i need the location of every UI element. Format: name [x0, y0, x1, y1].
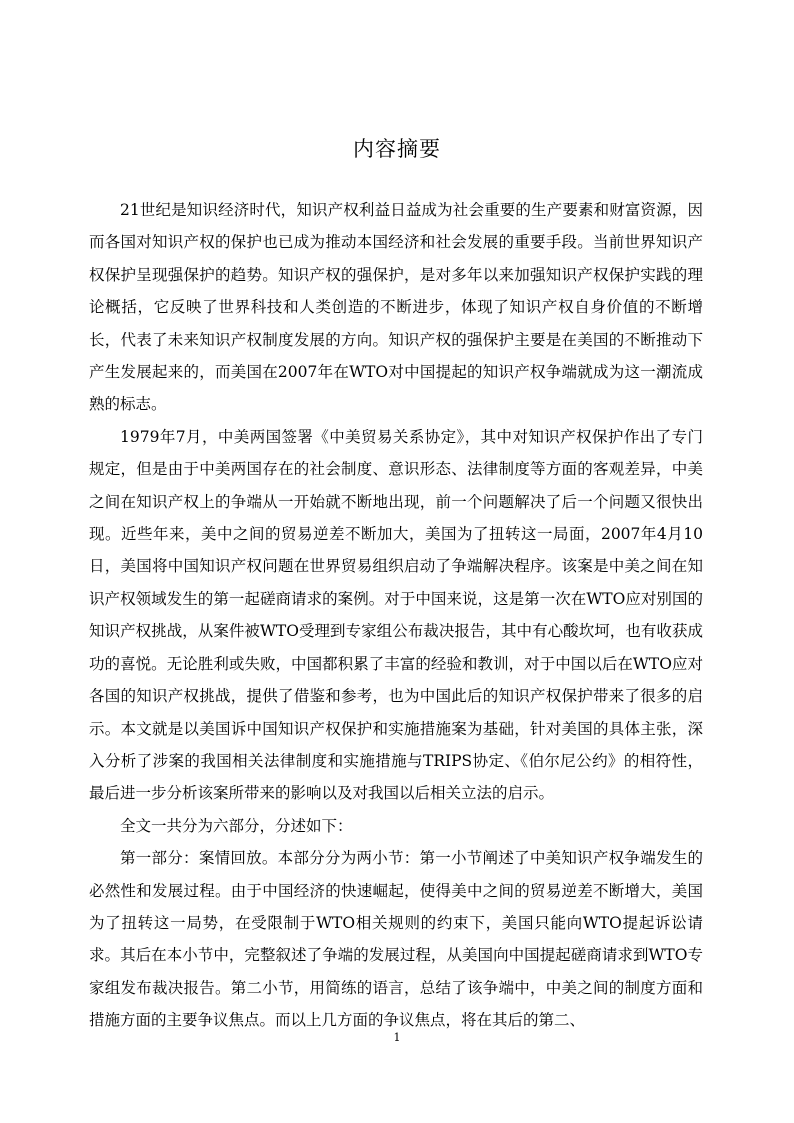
page-number: 1	[393, 1031, 401, 1044]
page-title: 内容摘要	[353, 137, 441, 161]
paragraph: 21世纪是知识经济时代，知识产权利益日益成为社会重要的生产要素和财富资源，因而各国对知识产权的保护也已成为推动本国经济和社会发展的重要手段。当前世界知识产权保护呈现强保护的趋势。知识产权的强保护，是对多年以来加强知识产权保护实践的理论概括，它反映了世界科技和人类创造的不断进步，体现了知识产权自身价值的不断增长，代表了未来知识产权制度发展的方向。知识产权的强保护主要是在美国的不断推动下产生发展起来的，而美国在2007年在WTO对中国提起的知识产权争端就成为这一潮流成熟的标志。	[89, 201, 703, 414]
abstract-body	[89, 194, 703, 1037]
paragraph: 1979年7月，中美两国签署《中美贸易关系协定》，其中对知识产权保护作出了专门规定，但是由于中美两国存在的社会制度、意识形态、法律制度等方面的客观差异，中美之间在知识产权上的争端从一开始就不断地出现，前一个问题解决了后一个问题又很快出现。近些年来，美中之间的贸易逆差不断加大，美国为了扭转这一局面，2007年4月10日，美国将中国知识产权问题在世界贸易组织启动了争端解决程序。该案是中美之间在知识产权领域发生的第一起磋商请求的案例。对于中国来说，这是第一次在WTO应对别国的知识产权挑战，从案件被WTO受理到专家组公布裁决报告，其中有心酸坎坷，也有收获成功的喜悦。无论胜利或失败，中国都积累了丰富的经验和教训，对于中国以后在WTO应对各国的知识产权挑战，提供了借鉴和参考，也为中国此后的知识产权保护带来了很多的启示。本文就是以美国诉中国知识产权保护和实施措施案为基础，针对美国的具体主张，深入分析了涉案的我国相关法律制度和实施措施与TRIPS协定、《伯尔尼公约》的相符性，最后进一步分析该案所带来的影响以及对我国以后相关立法的启示。	[89, 427, 703, 803]
paragraph: 第一部分：案情回放。本部分分为两小节：第一小节阐述了中美知识产权争端发生的必然性和发展过程。由于中国经济的快速崛起，使得美中之间的贸易逆差不断增大，美国为了扭转这一局势，在受限制于WTO相关规则的约束下，美国只能向WTO提起诉讼请求。其后在本小节中，完整叙述了争端的发展过程，从美国向中国提起磋商请求到WTO专家组发布裁决报告。第二小节，用简练的语言，总结了该争端中，中美之间的制度方面和措施方面的主要争议焦点。而以上几方面的争议焦点，将在其后的第二、	[89, 849, 703, 1030]
paragraph: 全文一共分为六部分，分述如下：	[120, 816, 353, 835]
